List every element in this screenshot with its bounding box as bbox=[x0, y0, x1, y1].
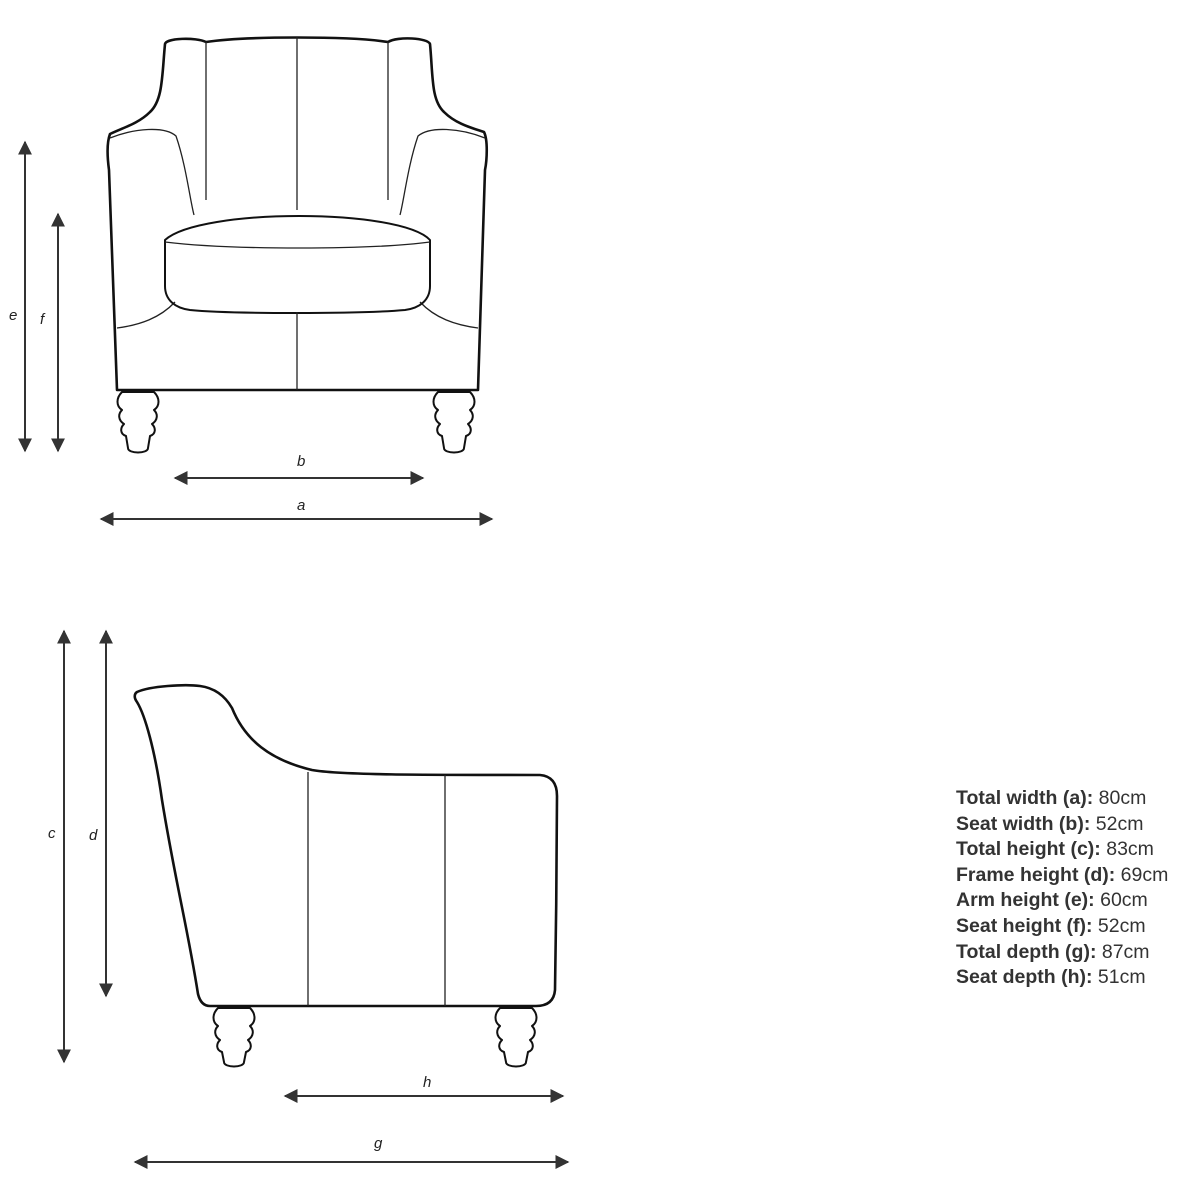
svg-text:d: d bbox=[89, 827, 98, 844]
spec-label: Seat height (f): bbox=[956, 914, 1093, 937]
spec-value: 60cm bbox=[1100, 889, 1148, 912]
spec-label: Total depth (g): bbox=[956, 940, 1097, 963]
spec-row-frame-height bbox=[956, 863, 1168, 889]
chair-front-view bbox=[108, 37, 487, 453]
dimension-h bbox=[285, 1074, 563, 1096]
front-leg-left bbox=[118, 392, 159, 453]
dimension-d bbox=[89, 631, 106, 996]
spec-value: 80cm bbox=[1098, 787, 1147, 809]
dimension-b bbox=[175, 453, 423, 478]
svg-text:b: b bbox=[297, 453, 306, 470]
front-leg-right bbox=[434, 392, 475, 453]
dimension-a bbox=[101, 497, 492, 519]
svg-text:a: a bbox=[297, 497, 306, 514]
dimension-c bbox=[48, 631, 64, 1062]
svg-text:g: g bbox=[374, 1135, 383, 1152]
spec-row-arm-height bbox=[956, 888, 1168, 914]
spec-label: Frame height (d): bbox=[956, 863, 1116, 886]
chair-side-view bbox=[135, 685, 557, 1066]
spec-row-seat-width bbox=[956, 812, 1168, 838]
spec-value: 69cm bbox=[1120, 863, 1169, 886]
svg-text:h: h bbox=[423, 1074, 432, 1091]
spec-row-total-height bbox=[956, 837, 1168, 863]
spec-value: 52cm bbox=[1097, 914, 1146, 937]
spec-value: 87cm bbox=[1101, 940, 1150, 963]
spec-value: 83cm bbox=[1106, 838, 1154, 861]
svg-text:f: f bbox=[40, 311, 45, 328]
side-leg-back bbox=[496, 1008, 537, 1067]
spec-row-total-width bbox=[956, 786, 1168, 812]
spec-label: Arm height (e): bbox=[956, 889, 1095, 912]
spec-label: Total width (a): bbox=[956, 787, 1094, 809]
spec-row-total-depth bbox=[956, 940, 1168, 966]
spec-label: Total height (c): bbox=[956, 838, 1101, 861]
dimension-spec-list bbox=[956, 786, 1168, 991]
dimension-f bbox=[40, 214, 58, 451]
side-leg-front bbox=[214, 1008, 255, 1067]
spec-value: 51cm bbox=[1097, 966, 1146, 989]
svg-text:e: e bbox=[9, 307, 18, 324]
spec-label: Seat depth (h): bbox=[956, 966, 1093, 989]
svg-text:c: c bbox=[48, 825, 56, 842]
spec-row-seat-height bbox=[956, 914, 1168, 940]
dimension-e bbox=[9, 142, 25, 451]
spec-label: Seat width (b): bbox=[956, 812, 1091, 835]
dimension-g bbox=[135, 1135, 568, 1162]
spec-row-seat-depth bbox=[956, 965, 1168, 991]
spec-value: 52cm bbox=[1095, 812, 1144, 835]
